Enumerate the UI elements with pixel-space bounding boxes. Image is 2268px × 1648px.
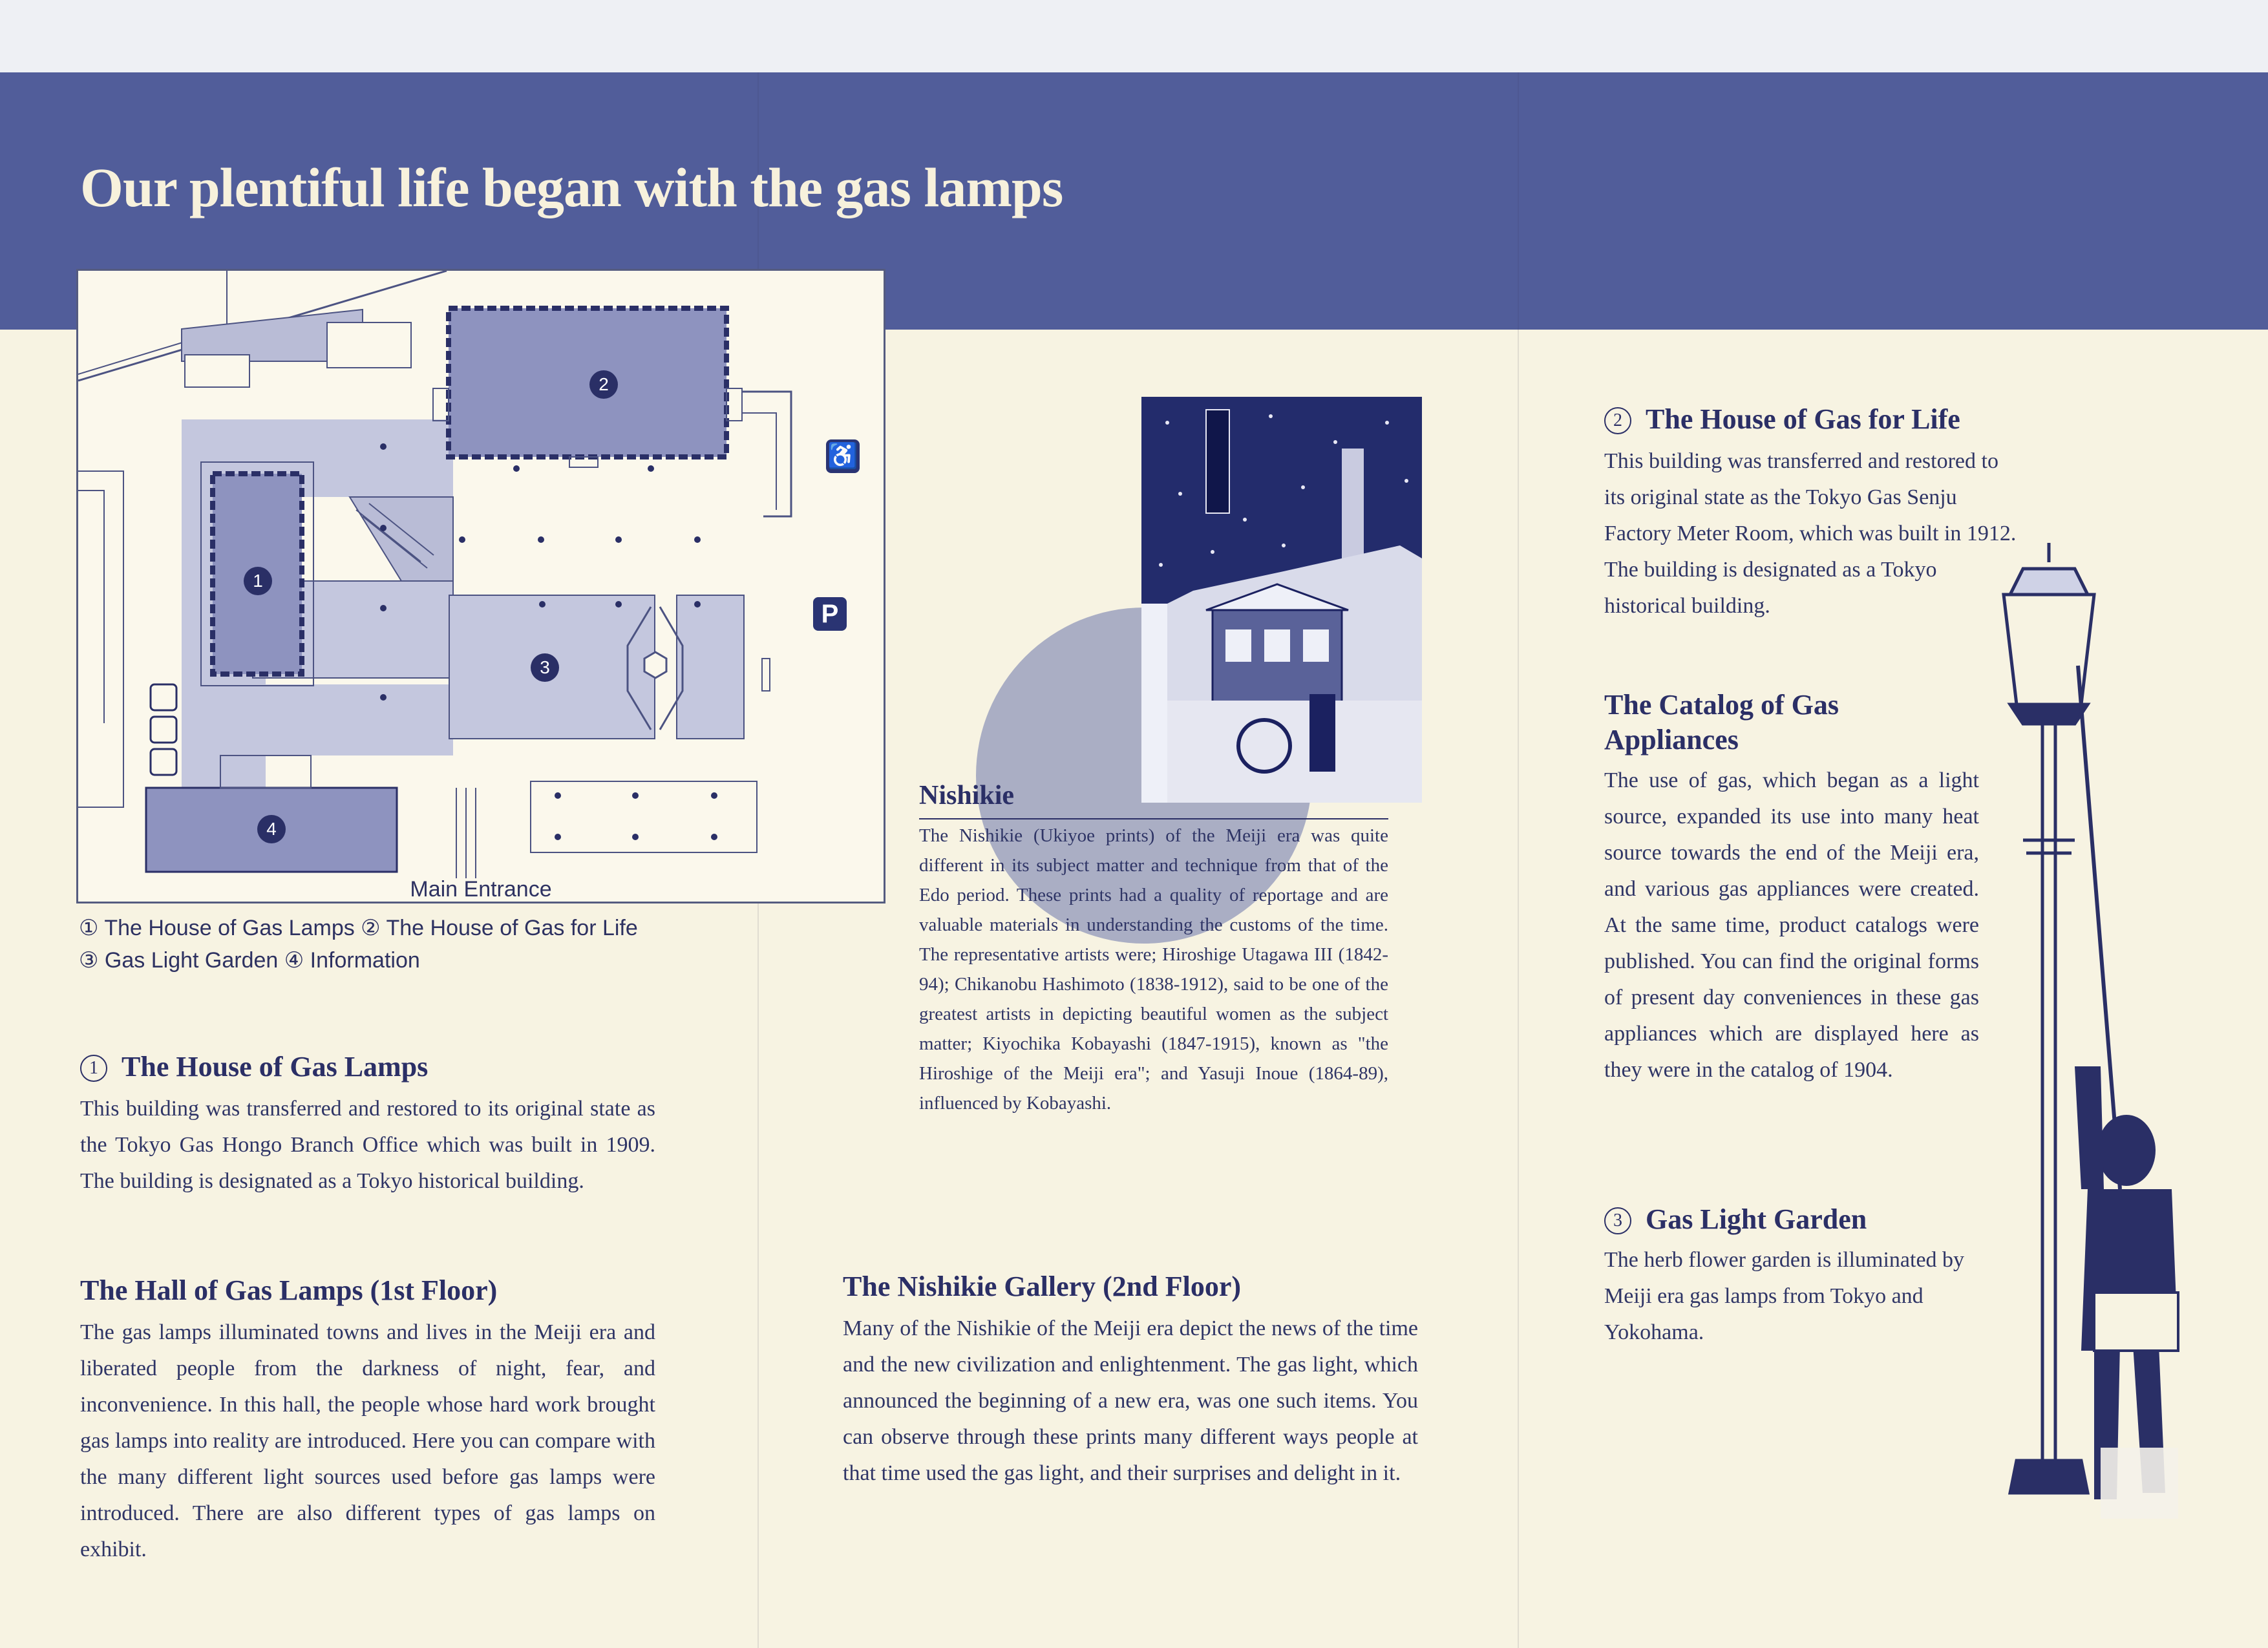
- text-hall-gas-lamps: The gas lamps illuminated towns and lives in the Meiji era and liberated people from the darkness of night, fear, and inconvenience. In this hall, the people whose hard work brought gas lamps into reality are introduced. Here you can compare with the many different light sources used before gas lamps were introduced. There are also different types of gas lamps on exhibit.: [80, 1320, 655, 1561]
- heading-catalog-line-1: The Catalog of Gas: [1604, 689, 1839, 721]
- nishikie-print-image: [1141, 397, 1422, 803]
- map-marker-1[interactable]: 1: [244, 567, 272, 595]
- text-catalog: The use of gas, which began as a light source, expanded its use into many heat source towards the end of the Meiji era, and various gas appliances were created. At the same time, product catalogs were published. You can find the original forms of present day conveniences in these gas appliances which are displayed here as they were in the catalog of 1904.: [1604, 768, 1979, 1082]
- heading-house-gas-life: [1604, 402, 1960, 437]
- heading-gas-light-garden: [1604, 1202, 1867, 1237]
- building-2-outline: [449, 308, 726, 457]
- text-nishikie-gallery: Many of the Nishikie of the Meiji era depict the news of the time and the new civilization and enlightenment. The gas light, which announced the beginning of a new era, was one such items. You can observe through these prints many different ways people at that time used the gas light, and their surprises and delight in it.: [843, 1316, 1418, 1485]
- parking-icon: P: [813, 597, 847, 631]
- nishikie-rule: [919, 818, 1388, 819]
- main-entrance-label: Main Entrance: [410, 877, 552, 902]
- heading-hall-gas-lamps: The Hall of Gas Lamps (1st Floor): [80, 1274, 498, 1306]
- text-nishikie: The Nishikie (Ukiyoe prints) of the Meiji era was quite different in its subject matter and technique from that of the Edo period. These prints had a quality of reportage and are valuable materials in understanding the customs of the time. The representative artists were; Hiroshige Utagawa III (1842-94); Chikanobu Hashimoto (1838-1912), said to be one of the greatest artists in depicting beautiful women as the subject matter; Kiyochika Kobayashi (1847-1915), known as "the Hiroshige of the Meiji era"; and Yasuji Inoue (1864-89), influenced by Kobayashi.: [919, 825, 1388, 1114]
- heading-house-gas-lamps: [80, 1050, 428, 1084]
- text-house-gas-life: This building was transferred and restored to its original state as the Tokyo Gas Senju Factory Meter Room, which was built in 1912. The building is designated as a Tokyo historical building.: [1604, 449, 2017, 618]
- top-margin: [0, 0, 2268, 72]
- number-badge-1: 1: [80, 1055, 107, 1082]
- text-house-gas-lamps: This building was transferred and restored to its original state as the Tokyo Gas Hongo Branch Office which was built in 1909. The building is designated as a Tokyo historical building.: [80, 1097, 655, 1193]
- heading-nishikie-gallery: The Nishikie Gallery (2nd Floor): [843, 1271, 1241, 1302]
- site-map: [76, 269, 885, 903]
- heading-text: The House of Gas for Life: [1646, 403, 1960, 435]
- number-badge-2: 2: [1604, 407, 1631, 434]
- map-legend-line-2: ③ Gas Light Garden ④ Information: [79, 948, 420, 973]
- number-badge-3: 3: [1604, 1207, 1631, 1234]
- map-marker-4[interactable]: 4: [257, 815, 286, 843]
- wheelchair-icon: ♿: [826, 439, 860, 473]
- heading-catalog-line-2: Appliances: [1604, 724, 1739, 755]
- heading-text: The House of Gas Lamps: [122, 1051, 429, 1083]
- map-marker-3[interactable]: 3: [531, 653, 559, 682]
- site-map-drawing: [78, 271, 885, 903]
- nishikie-print-illustration: [1141, 397, 1422, 803]
- page-title: Our plentiful life began with the gas lamps: [80, 156, 1063, 218]
- text-gas-light-garden: The herb flower garden is illuminated by Meiji era gas lamps from Tokyo and Yokohama.: [1604, 1248, 1965, 1344]
- heading-text: Gas Light Garden: [1646, 1203, 1867, 1235]
- fold-line-right: [1518, 72, 1519, 1648]
- map-legend-line-1: ① The House of Gas Lamps ② The House of Gas for Life: [79, 916, 638, 940]
- map-marker-2[interactable]: 2: [589, 370, 618, 399]
- lamplighter-illustration: [1965, 543, 2185, 1551]
- heading-nishikie: Nishikie: [919, 781, 1015, 810]
